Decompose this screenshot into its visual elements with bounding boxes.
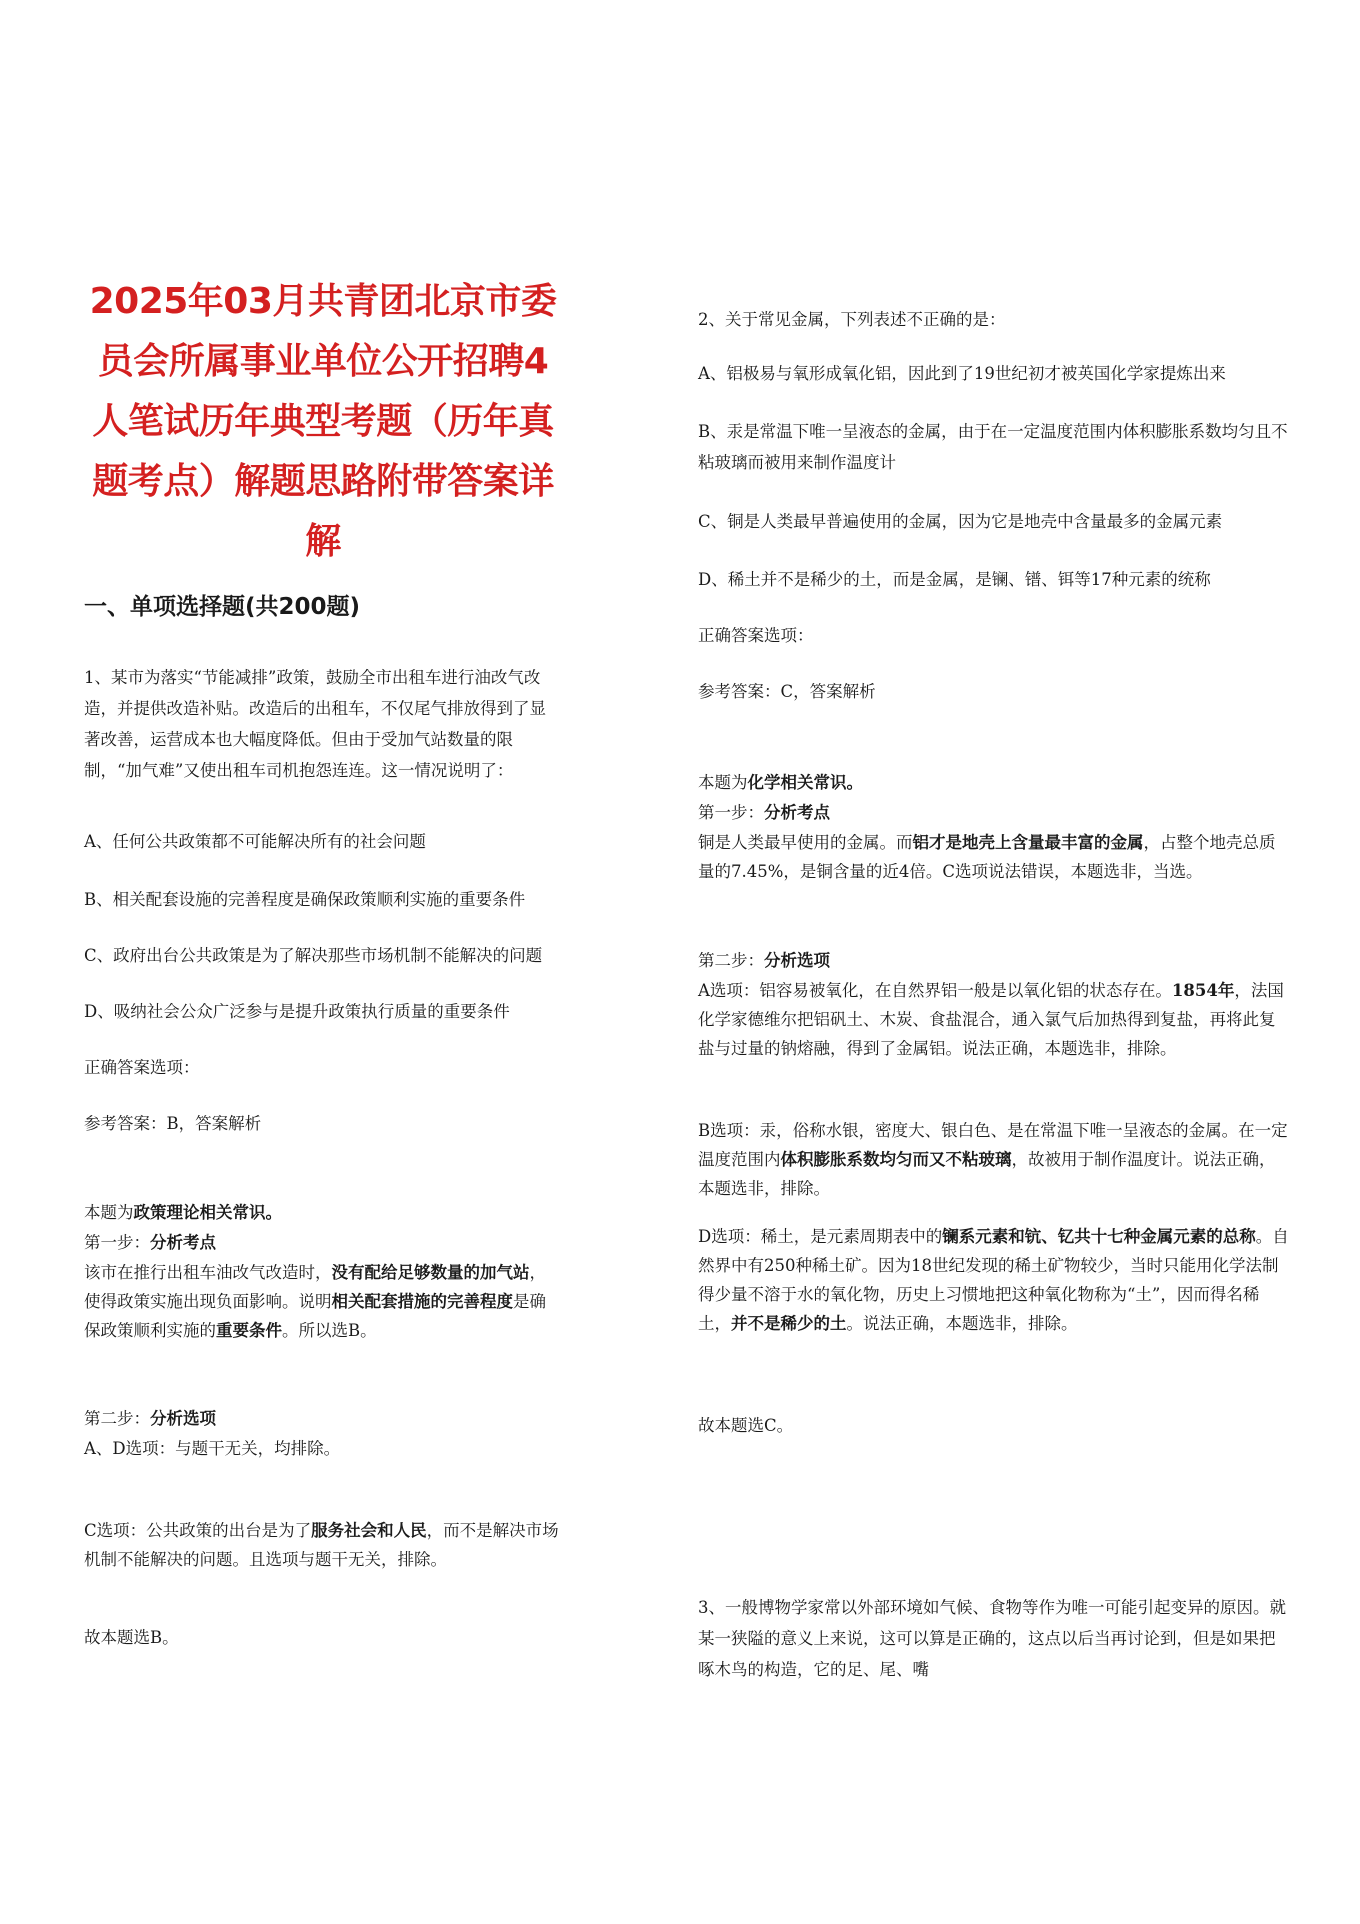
q1-option-c: C、政府出台公共政策是为了解决那些市场机制不能解决的问题 xyxy=(84,946,543,965)
q2-option-a: A、铝极易与氧形成氧化铝，因此到了19世纪初才被英国化学家提炼出来 xyxy=(698,364,1226,383)
q2-step1-heading: 第一步：分析考点 xyxy=(698,803,830,822)
q2-step1-text: 铜是人类最早使用的金属。而铝才是地壳上含量最丰富的金属，占整个地壳总质量的7.45%，是铜含量的近4倍。C选项说法错误，本题选非，当选。 xyxy=(698,833,1276,881)
q1-step1-text: 该市在推行出租车油改气改造时，没有配给足够数量的加气站，使得政策实施出现负面影响。说明相关配套措施的完善程度是确保政策顺利实施的重要条件。所以选B。 xyxy=(84,1263,546,1340)
document-title: 2025年03月共青团北京市委员会所属事业单位公开招聘4人笔试历年典型考题（历年真题考点）解题思路附带答案详解 xyxy=(89,281,557,562)
section-heading: 一、单项选择题(共200题) xyxy=(84,594,361,620)
q1-option-b: B、相关配套设施的完善程度是确保政策顺利实施的重要条件 xyxy=(84,890,526,909)
q1-step2-ad: A、D选项：与题干无关，均排除。 xyxy=(84,1439,341,1458)
q1-option-d: D、吸纳社会公众广泛参与是提升政策执行质量的重要条件 xyxy=(84,1002,510,1021)
q1-step1-heading: 第一步：分析考点 xyxy=(84,1233,216,1252)
q1-conclusion: 故本题选B。 xyxy=(84,1628,179,1647)
q2-option-d: D、稀土并不是稀少的土，而是金属，是镧、镨、铒等17种元素的统称 xyxy=(698,570,1211,589)
q1-stem: 1、某市为落实“节能减排”政策，鼓励全市出租车进行油改气改造，并提供改造补贴。改造后的出租车，不仅尾气排放得到了显著改善，运营成本也大幅度降低。但由于受加气站数量的限制，“加气难”又使出租车司机抱怨连连。这一情况说明了： xyxy=(84,668,546,780)
q2-option-b: B、汞是常温下唯一呈液态的金属，由于在一定温度范围内体积膨胀系数均匀且不粘玻璃而被用来制作温度计 xyxy=(698,422,1288,472)
q2-correct-label: 正确答案选项： xyxy=(698,626,814,645)
q1-step2-heading: 第二步：分析选项 xyxy=(84,1409,216,1428)
q1-correct-label: 正确答案选项： xyxy=(84,1058,200,1077)
q2-option-c: C、铜是人类最早普遍使用的金属，因为它是地壳中含量最多的金属元素 xyxy=(698,512,1223,531)
q1-explanation-intro: 本题为政策理论相关常识。 xyxy=(84,1203,282,1222)
q2-stem: 2、关于常见金属，下列表述不正确的是： xyxy=(698,310,1006,329)
q1-step2-c: C选项：公共政策的出台是为了服务社会和人民，而不是解决市场机制不能解决的问题。且选项与题干无关，排除。 xyxy=(84,1521,559,1569)
q3-stem: 3、一般博物学家常以外部环境如气候、食物等作为唯一可能引起变异的原因。就某一狭隘的意义上来说，这可以算是正确的，这点以后当再讨论到，但是如果把啄木鸟的构造，它的足、尾、嘴 xyxy=(698,1598,1286,1679)
q2-conclusion: 故本题选C。 xyxy=(698,1416,794,1435)
q2-step2-heading: 第二步：分析选项 xyxy=(698,951,830,970)
q1-option-a: A、任何公共政策都不可能解决所有的社会问题 xyxy=(84,832,426,851)
q2-explanation-intro: 本题为化学相关常识。 xyxy=(698,773,863,792)
q1-reference: 参考答案：B，答案解析 xyxy=(84,1114,262,1133)
q2-step2-a: A选项：铝容易被氧化，在自然界铝一般是以氧化铝的状态存在。1854年，法国化学家德维尔把铝矾土、木炭、食盐混合，通入氯气后加热得到复盐，再将此复盐与过量的钠熔融，得到了金属铝。说法正确，本题选非，排除。 xyxy=(698,981,1284,1058)
q2-step2-d: D选项：稀土，是元素周期表中的镧系元素和钪、钇共十七种金属元素的总称。自然界中有250种稀土矿。因为18世纪发现的稀土矿物较少，当时只能用化学法制得少量不溶于水的氧化物，历史上习惯地把这种氧化物称为“土”，因而得名稀土，并不是稀少的土。说法正确，本题选非，排除。 xyxy=(698,1227,1289,1333)
q2-reference: 参考答案：C，答案解析 xyxy=(698,682,876,701)
q2-step2-b: B选项：汞，俗称水银，密度大、银白色、是在常温下唯一呈液态的金属。在一定温度范围内体积膨胀系数均匀而又不粘玻璃，故被用于制作温度计。说法正确，本题选非，排除。 xyxy=(698,1121,1288,1198)
